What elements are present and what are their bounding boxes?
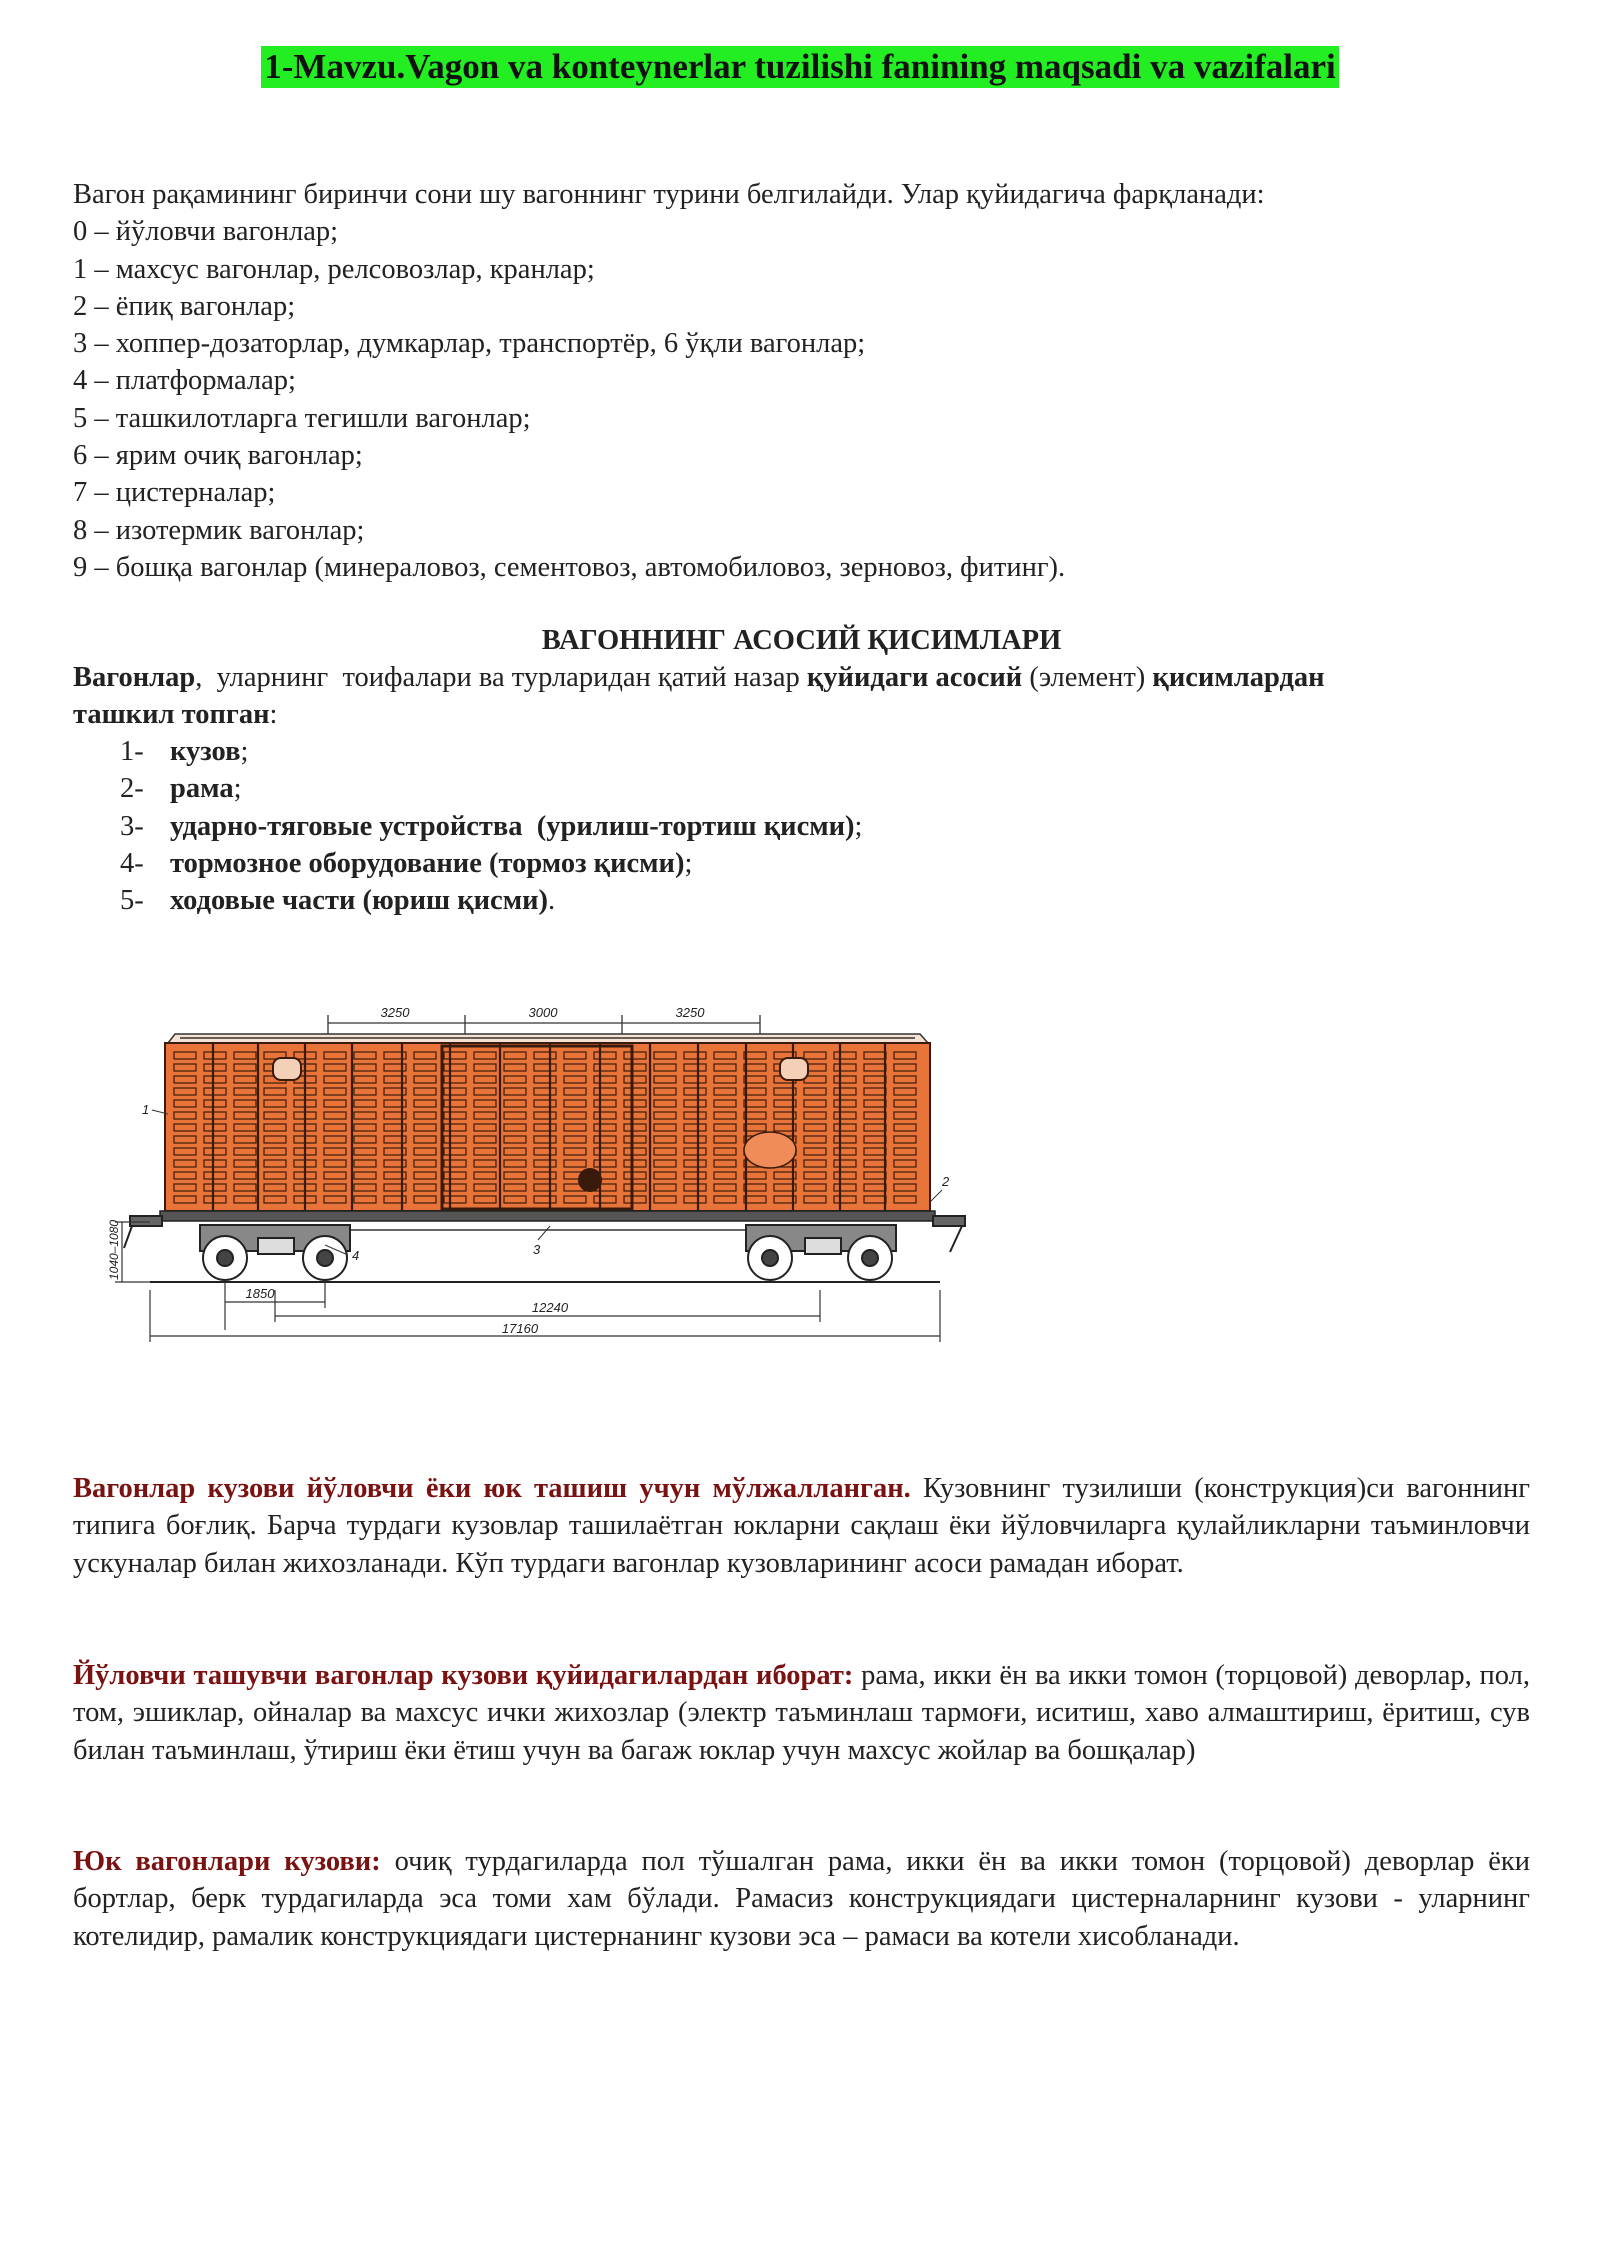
list-item-label: ударно-тяговые устройства (урилиш-тортиш қисми) <box>170 810 855 842</box>
dim-base: 12240 <box>531 1300 569 1315</box>
dim-height: 1040–1080 <box>107 1219 121 1280</box>
list-item <box>120 733 862 770</box>
wagon-figure <box>107 990 960 1360</box>
list-item-tail: ; <box>684 847 693 879</box>
parts-intro-bold-2: қуйидаги асосий <box>806 662 1023 693</box>
coupler-right <box>933 1216 965 1252</box>
number-item: 0 – йўловчи вагонлар; <box>73 216 339 248</box>
callout-1: 1 <box>142 1102 150 1117</box>
paragraph-lead: Йўловчи ташувчи вагонлар кузови қуйидагилардан иборат: <box>73 1660 854 1691</box>
parts-intro-text-2: (элемент) <box>1022 662 1153 693</box>
parts-list <box>120 733 862 919</box>
list-item-label: рама <box>170 773 234 805</box>
hatch-left <box>273 1058 301 1080</box>
dim-top-1: 3250 <box>380 1005 410 1020</box>
label-emblem <box>744 1132 796 1168</box>
bogie-right <box>746 1225 896 1280</box>
list-item-label: тормозное оборудование (тормоз қисми) <box>170 847 685 879</box>
list-item-number: 1- <box>120 736 144 767</box>
list-item-tail: ; <box>233 773 242 805</box>
door-lock <box>578 1168 602 1192</box>
parts-intro <box>73 659 1530 734</box>
number-item: 6 – ярим очиқ вагонлар; <box>73 440 363 472</box>
list-item <box>120 808 862 845</box>
list-item-tail: ; <box>240 736 249 767</box>
callout-4: 4 <box>352 1248 360 1263</box>
list-item-label: ходовые части (юриш қисми) <box>170 885 549 917</box>
paragraph-body <box>73 1470 1530 1582</box>
parts-intro-bold-3: қисимлардан <box>1152 662 1325 693</box>
callout-3: 3 <box>533 1242 541 1257</box>
paragraph-text: Кузовнинг тузилиши (конструкция)си вагоннинг типига боғлиқ. Барча турдаги кузовлар ташилаётган юкларни сақлаш ёки йўловчиларга қулайликларни таъминловчи ускуналар билан жихозланади. Кўп турдаги вагонлар кузовларининг асоси рамадан иборат. <box>73 1473 1530 1579</box>
paragraph-freight <box>73 1843 1530 1955</box>
list-item-tail: ; <box>854 810 863 842</box>
list-item-number: 4- <box>120 847 144 879</box>
wagon-drawing <box>107 990 960 1360</box>
title-wrap <box>0 46 1600 88</box>
number-item: 5 – ташкилотларга тегишли вагонлар; <box>73 402 531 434</box>
callout-2: 2 <box>942 1174 950 1189</box>
number-item: 1 – махсус вагонлар, релсовозлар, кранлар; <box>73 253 595 285</box>
section-heading: ВАГОННИНГ АСОСИЙ ҚИСИМЛАРИ <box>541 625 1062 656</box>
number-item: 9 – бошқа вагонлар (минераловоз, сементовоз, автомобиловоз, зерновоз, фитинг). <box>73 551 1066 583</box>
intro-text: Вагон рақамининг биринчи сони шу вагоннинг турини белгилайди. Улар қуйидагича фарқланади: <box>73 179 1265 210</box>
parts-intro-colon: : <box>269 699 278 731</box>
dim-total: 17160 <box>501 1321 539 1336</box>
number-item: 7 – цистерналар; <box>73 477 276 509</box>
dim-top-3: 3250 <box>675 1005 705 1020</box>
wagon-roof <box>168 1034 928 1043</box>
parts-intro-text-1: , уларнинг тоифалари ва турларидан қатий назар <box>195 662 807 693</box>
number-item: 4 – платформалар; <box>73 365 296 397</box>
number-intro-block <box>73 176 1530 586</box>
list-item <box>120 845 862 882</box>
list-item-number: 2- <box>120 773 144 805</box>
list-item-tail: . <box>548 885 556 917</box>
parts-intro-bold-4: ташкил топган <box>73 699 270 731</box>
page-title: 1-Mavzu.Vagon va konteynerlar tuzilishi fanining maqsadi va vazifalari <box>261 46 1338 88</box>
number-item: 3 – хоппер-дозаторлар, думкарлар, транспортёр, 6 ўқли вагонлар; <box>73 328 866 360</box>
list-item <box>120 882 862 919</box>
bogie-left <box>200 1225 350 1280</box>
list-item <box>120 770 862 807</box>
list-item-number: 5- <box>120 885 144 917</box>
paragraph-text: рама, икки ён ва икки томон (торцовой) деворлар, пол, том, эшиклар, ойналар ва махсус ички жихозлар (электр таъминлаш тармоғи, иситиш, хаво алмаштириш, ёритиш, сув билан таъминлаш, ўтириш ёки ётиш учун ва багаж юклар учун махсус жойлар ва бошқалар) <box>73 1660 1530 1766</box>
coupler-left <box>124 1216 162 1248</box>
hatch-right <box>780 1058 808 1080</box>
number-item: 2 – ёпиқ вагонлар; <box>73 290 296 322</box>
paragraph-passenger <box>73 1657 1530 1769</box>
wagon-frame <box>160 1211 935 1221</box>
parts-intro-bold-1: Вагонлар <box>73 662 196 693</box>
dim-top-2: 3000 <box>528 1005 558 1020</box>
paragraph-lead: Юк вагонлари кузови: <box>73 1846 381 1877</box>
list-item-label: кузов <box>170 736 241 767</box>
dim-bogie: 1850 <box>245 1286 275 1301</box>
paragraph-text: очиқ турдагиларда пол тўшалган рама, икки ён ва икки томон (торцовой) деворлар ёки бортлар, берк турдагиларда эса томи хам бўлади. Рамасиз конструкциядаги цистерналарнинг кузови - уларнинг котелидир, рамалик конструкциядаги цистернанинг кузови эса – рамаси ва котели хисобланади. <box>73 1846 1530 1952</box>
paragraph-lead: Вагонлар кузови йўловчи ёки юк ташиш учун мўлжалланган. <box>73 1473 911 1504</box>
number-item: 8 – изотермик вагонлар; <box>73 514 365 546</box>
list-item-number: 3- <box>120 810 144 842</box>
